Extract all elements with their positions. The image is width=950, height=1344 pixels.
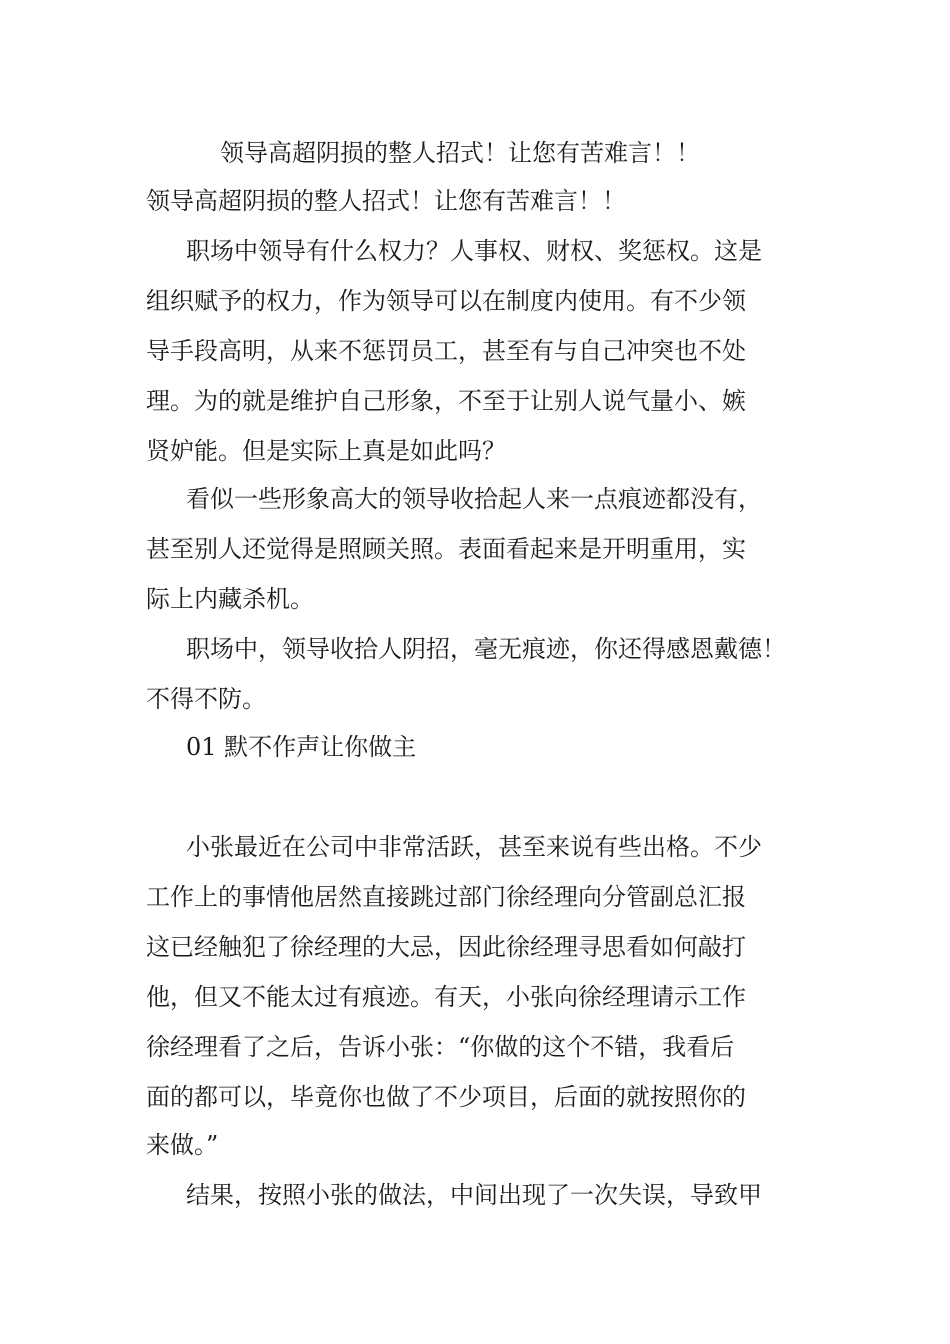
text-line: 结果，按照小张的做法，中间出现了一次失误，导致甲 (186, 1181, 762, 1209)
text-line: 不得不防。 (146, 685, 266, 713)
text-line: 工作上的事情他居然直接跳过部门徐经理向分管副总汇报 (146, 883, 746, 911)
text-line: 面的都可以，毕竟你也做了不少项目，后面的就按照你的 (146, 1083, 746, 1111)
text-line: 导手段高明，从来不惩罚员工，甚至有与自己冲突也不处 (146, 337, 746, 365)
text-line: 看似一些形象高大的领导收拾起人来一点痕迹都没有， (186, 485, 762, 513)
text-line: 徐经理看了之后，告诉小张：“你做的这个不错，我看后 (146, 1033, 735, 1061)
text-line: 职场中，领导收拾人阴招，毫无痕迹，你还得感恩戴德！ (186, 635, 786, 663)
text-line: 这已经触犯了徐经理的大忌，因此徐经理寻思看如何敲打 (146, 933, 746, 961)
text-line: 领导高超阴损的整人招式！让您有苦难言！！ (146, 187, 626, 215)
text-line: 来做。” (146, 1131, 219, 1159)
text-line: 甚至别人还觉得是照顾关照。表面看起来是开明重用，实 (146, 535, 746, 563)
text-line: 他，但又不能太过有痕迹。有天，小张向徐经理请示工作 (146, 983, 746, 1011)
section-heading: 01 默不作声让你做主 (186, 733, 417, 761)
text-line: 际上内藏杀机。 (146, 585, 314, 613)
text-line: 组织赋予的权力，作为领导可以在制度内使用。有不少领 (146, 287, 746, 315)
text-line: 职场中领导有什么权力？人事权、财权、奖惩权。这是 (186, 237, 762, 265)
text-line: 贤妒能。但是实际上真是如此吗？ (146, 437, 506, 465)
text-line: 理。为的就是维护自己形象，不至于让别人说气量小、嫉 (146, 387, 746, 415)
text-line: 小张最近在公司中非常活跃，甚至来说有些出格。不少 (186, 833, 762, 861)
document-title: 领导高超阴损的整人招式！让您有苦难言！！ (220, 139, 700, 167)
